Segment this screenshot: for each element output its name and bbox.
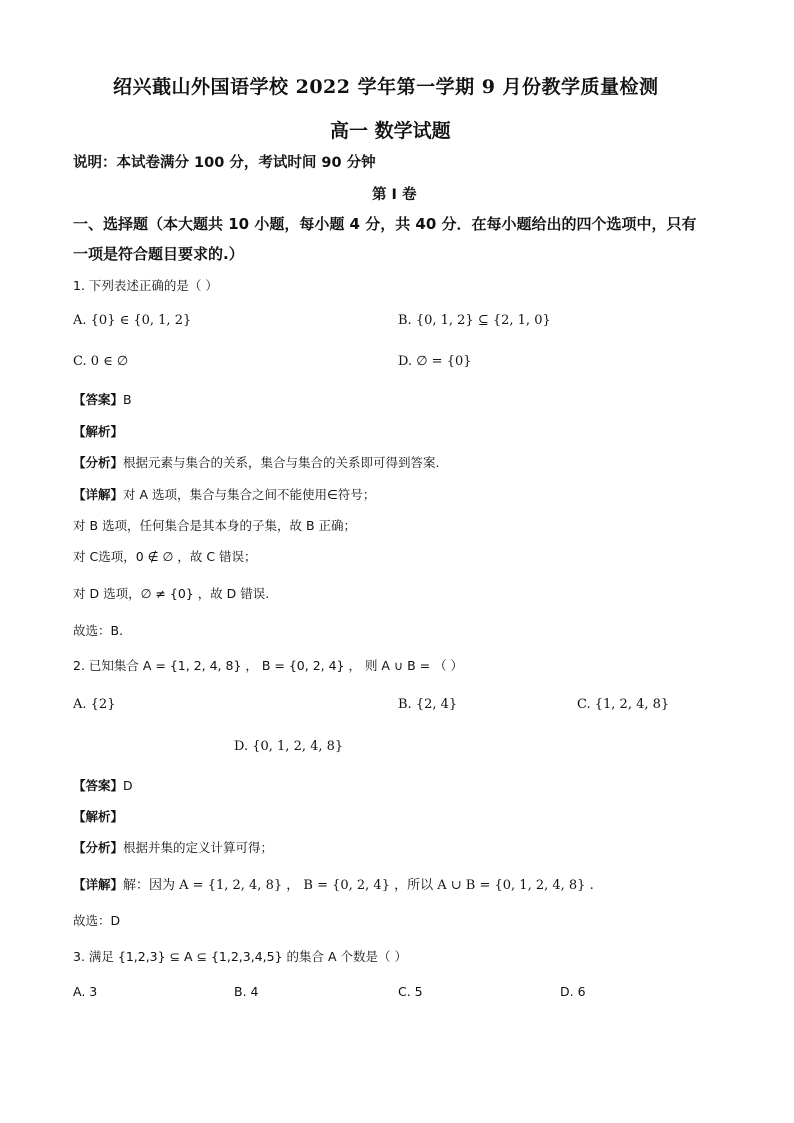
- q1-xiangjie-tag: 【详解】: [73, 487, 124, 502]
- q1-analysis-tag: 【解析】: [73, 424, 124, 439]
- q3-option-a: A. 3: [73, 984, 98, 999]
- q1-detail-1: 对 A 选项，集合与集合之间不能使用∈符号；: [123, 487, 376, 502]
- q1-option-a: A. {0} ∈ {0, 1, 2}: [73, 313, 192, 328]
- volume-label: 第 I 卷: [372, 187, 417, 203]
- q1-detail-2: 对 B 选项，任何集合是其本身的子集，故 B 正确；: [73, 518, 357, 533]
- q1-detail-line: [73, 485, 375, 503]
- q2-option-c: C. {1, 2, 4, 8}: [577, 697, 670, 712]
- q1-option-b: B. {0, 1, 2} ⊆ {2, 1, 0}: [398, 313, 551, 328]
- q3-option-c: C. 5: [398, 984, 423, 999]
- q2-choose: 故选：D: [73, 913, 121, 928]
- q2-option-b: B. {2, 4}: [398, 697, 458, 712]
- q3-stem: 3. 满足 {1,2,3} ⊆ A ⊆ {1,2,3,4,5} 的集合 A 个数是（ ）: [73, 949, 407, 964]
- section-heading-line2: 一项是符合题目要求的.）: [73, 245, 244, 263]
- q1-fenxi-line: [73, 453, 440, 471]
- exam-title: 绍兴蕺山外国语学校 2022 学年第一学期 9 月份教学质量检测: [113, 76, 659, 98]
- q1-fenxi-text: 根据元素与集合的关系，集合与集合的关系即可得到答案.: [123, 455, 440, 470]
- q2-fenxi-tag: 【分析】: [73, 840, 124, 855]
- q1-fenxi-tag: 【分析】: [73, 455, 124, 470]
- q1-choose: 故选：B.: [73, 623, 124, 638]
- q2-stem: 2. 已知集合 A = {1, 2, 4, 8} ， B = {0, 2, 4} ， 则 A ∪ B = （ ）: [73, 658, 464, 673]
- q2-answer-value: D: [123, 778, 133, 793]
- q1-answer-value: B: [123, 392, 132, 407]
- q2-detail-text: 解：因为 A = {1, 2, 4, 8} ， B = {0, 2, 4} ，所以 A ∪ B = {0, 1, 2, 4, 8} .: [123, 878, 594, 893]
- exam-subtitle: 高一 数学试题: [330, 120, 451, 142]
- q2-xiangjie-tag: 【详解】: [73, 877, 124, 892]
- q1-answer-tag: 【答案】: [73, 392, 124, 407]
- q1-detail-4: 对 D 选项，∅ ≠ {0} ，故 D 错误.: [73, 586, 270, 601]
- q3-option-b: B. 4: [234, 984, 259, 999]
- q1-detail-3: 对 C选项，0 ∉ ∅ ，故 C 错误；: [73, 549, 257, 564]
- q2-answer-tag: 【答案】: [73, 778, 124, 793]
- q2-detail-line: [73, 874, 594, 893]
- q1-stem: 1. 下列表述正确的是（ ）: [73, 278, 218, 293]
- q2-fenxi-text: 根据并集的定义计算可得；: [123, 840, 274, 855]
- q2-answer-line: [73, 776, 133, 794]
- q1-option-c: C. 0 ∈ ∅: [73, 354, 129, 369]
- q2-fenxi-line: [73, 838, 273, 856]
- q1-answer-line: [73, 390, 132, 408]
- q3-option-d: D. 6: [560, 984, 586, 999]
- q2-option-a: A. {2}: [73, 697, 116, 712]
- q1-option-d: D. ∅ = {0}: [398, 354, 472, 369]
- exam-note: 说明：本试卷满分 100 分，考试时间 90 分钟: [73, 155, 376, 171]
- section-heading-line1: 一、选择题（本大题共 10 小题，每小题 4 分，共 40 分．在每小题给出的四个选项中，只有: [73, 215, 697, 233]
- q2-analysis-tag: 【解析】: [73, 809, 124, 824]
- q2-option-d: D. {0, 1, 2, 4, 8}: [234, 739, 344, 754]
